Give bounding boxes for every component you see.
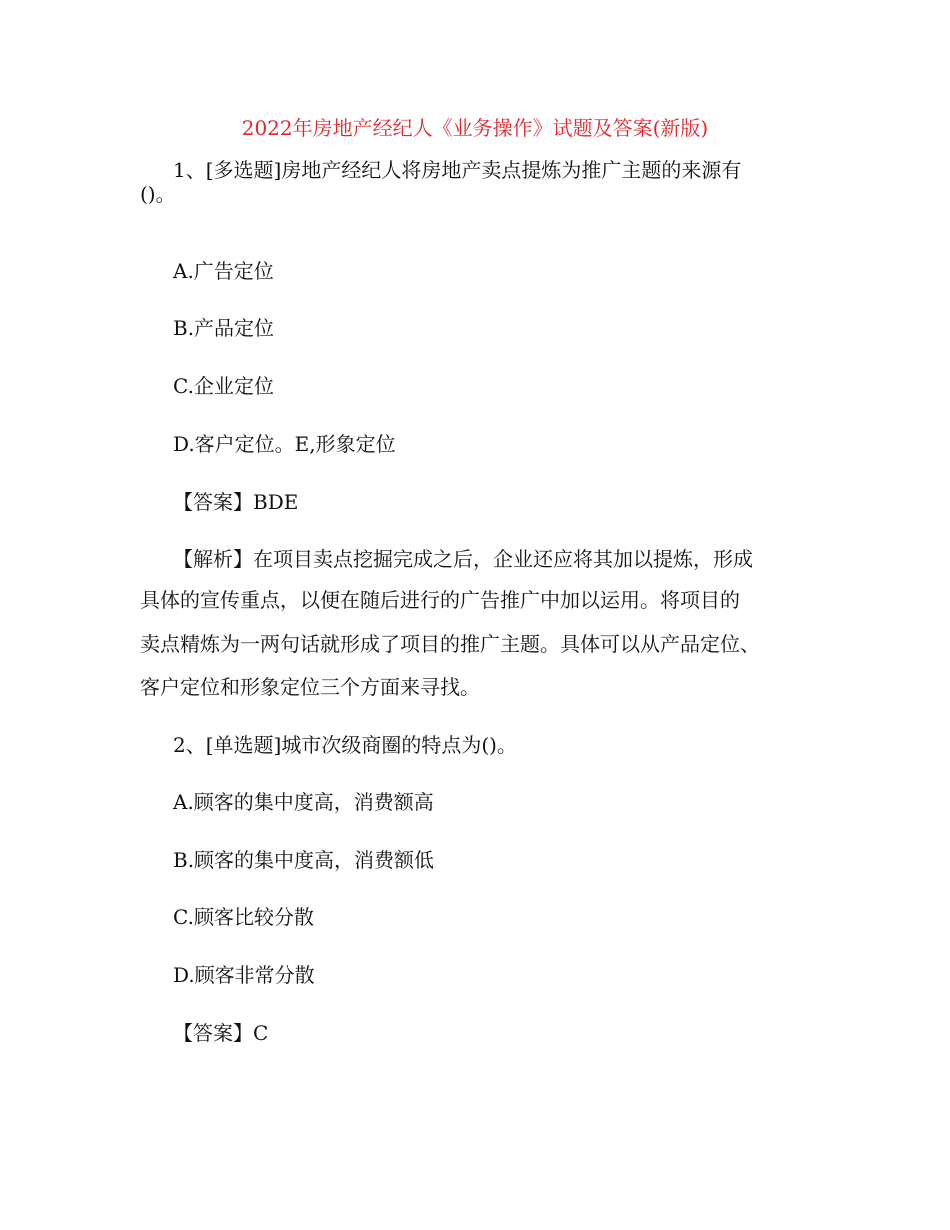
question-2-option-b: B.顾客的集中度高，消费额低	[173, 848, 435, 872]
question-1-option-d: D.客户定位。E,形象定位	[173, 432, 396, 456]
question-2-option-c: C.顾客比较分散	[173, 905, 314, 929]
question-1-option-b: B.产品定位	[173, 316, 275, 340]
question-2-option-d: D.顾客非常分散	[173, 963, 315, 987]
question-2-stem: 2、[单选题]城市次级商圈的特点为()。	[173, 733, 517, 757]
question-1-stem-line-1: 1、[多选题]房地产经纪人将房地产卖点提炼为推广主题的来源有	[173, 158, 742, 182]
question-1-analysis-line-3: 卖点精炼为一两句话就形成了项目的推广主题。具体可以从产品定位、	[140, 632, 760, 656]
question-2-option-a: A.顾客的集中度高，消费额高	[173, 790, 434, 814]
question-1-stem-line-2: ()。	[140, 182, 176, 206]
question-1-option-a: A.广告定位	[173, 259, 274, 283]
document-title: 2022年房地产经纪人《业务操作》试题及答案(新版)	[241, 116, 709, 140]
question-1-analysis-line-2: 具体的宣传重点，以便在随后进行的广告推广中加以运用。将项目的	[140, 588, 740, 612]
question-1-option-c: C.企业定位	[173, 374, 274, 398]
question-1-answer: 【答案】BDE	[173, 490, 299, 514]
question-1-analysis-line-1: 【解析】在项目卖点挖掘完成之后，企业还应将其加以提炼，形成	[173, 547, 753, 571]
question-2-answer: 【答案】C	[173, 1021, 269, 1045]
question-1-analysis-line-4: 客户定位和形象定位三个方面来寻找。	[140, 675, 480, 699]
